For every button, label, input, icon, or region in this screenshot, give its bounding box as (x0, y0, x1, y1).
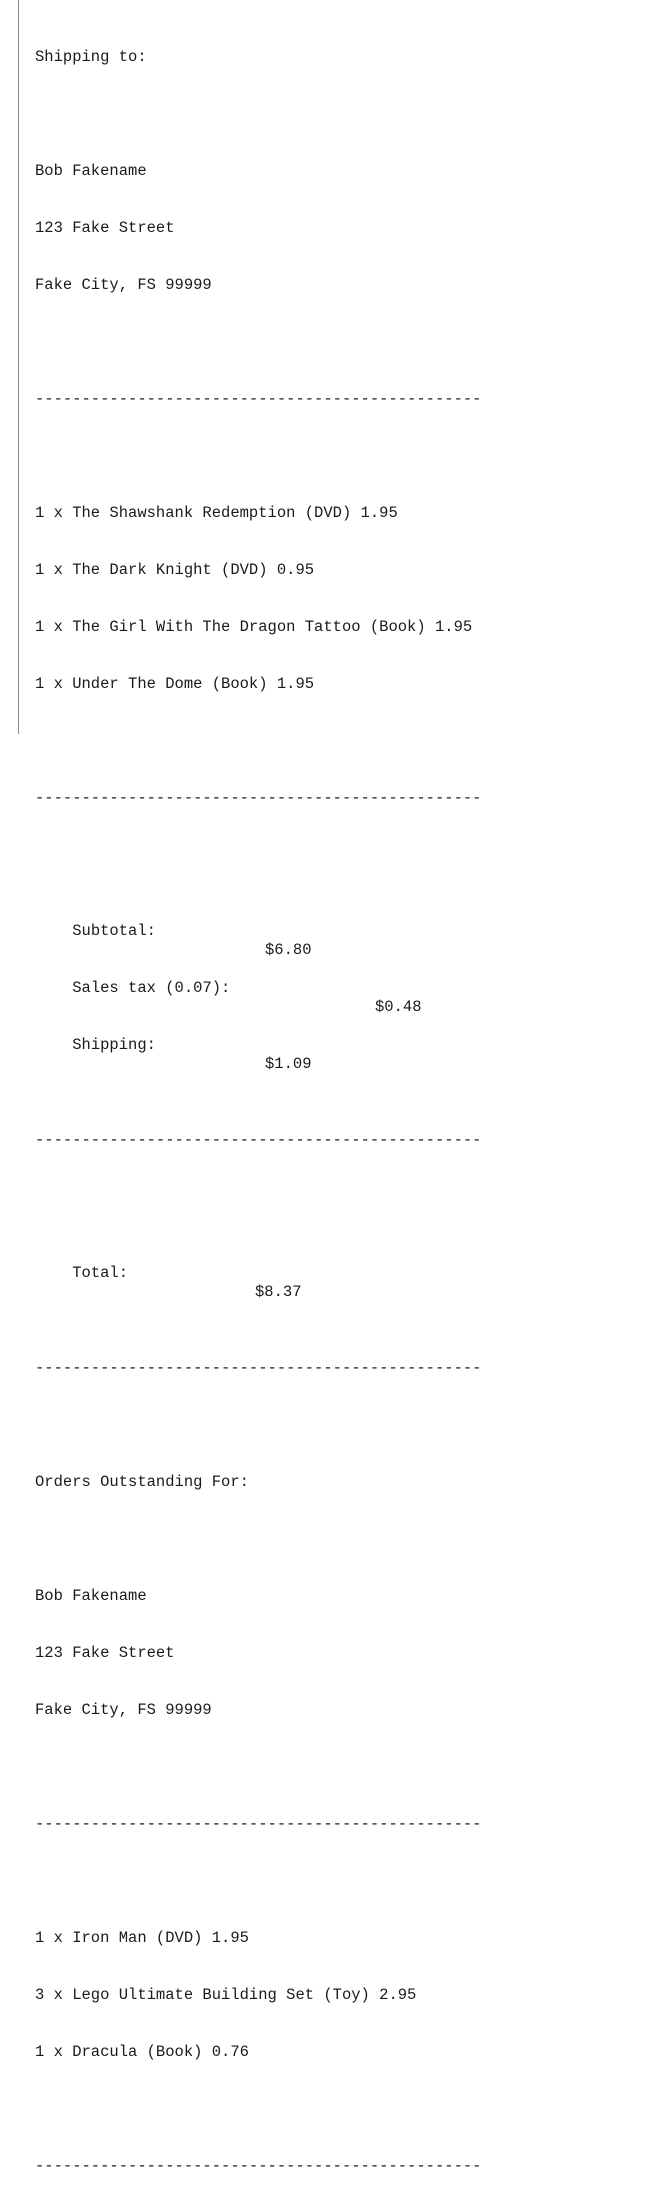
divider-rule: ------------------------------------------------ (35, 1359, 482, 1377)
tax-label: Sales tax (0.07): (72, 979, 231, 997)
divider-rule: ------------------------------------------------ (35, 2157, 482, 2175)
spacer (35, 333, 481, 352)
subtotal-value: $6.80 (265, 941, 312, 959)
divider-rule: ------------------------------------------------ (35, 789, 482, 807)
tax-row (35, 960, 481, 1016)
divider-rule: ------------------------------------------------ (35, 1815, 482, 1833)
shipping-name: Bob Fakename (35, 162, 147, 180)
divider-rule: ------------------------------------------------ (35, 390, 482, 408)
outstanding-heading: Orders Outstanding For: (35, 1473, 249, 1491)
outstanding-name: Bob Fakename (35, 1587, 147, 1605)
outstanding-city: Fake City, FS 99999 (35, 1701, 212, 1719)
spacer (35, 447, 481, 466)
spacer (35, 2100, 481, 2119)
shipping-heading: Shipping to: (35, 48, 147, 66)
shipping-street: 123 Fake Street (35, 219, 175, 237)
outstanding-item: 3 x Lego Ultimate Building Set (Toy) 2.95 (35, 1986, 417, 2004)
outstanding-street: 123 Fake Street (35, 1644, 175, 1662)
subtotal-row (35, 903, 481, 959)
receipt-document (35, 10, 481, 2195)
tax-value: $0.48 (375, 998, 422, 1016)
order-item: 1 x The Girl With The Dragon Tattoo (Book) 1.95 (35, 618, 473, 636)
order-item: 1 x The Shawshank Redemption (DVD) 1.95 (35, 504, 398, 522)
subtotal-label: Subtotal: (72, 922, 156, 940)
shipping-cost-value: $1.09 (265, 1055, 312, 1073)
spacer (35, 1872, 481, 1891)
shipping-cost-label: Shipping: (72, 1036, 156, 1054)
spacer (35, 1074, 481, 1093)
order-item: 1 x Under The Dome (Book) 1.95 (35, 675, 315, 693)
spacer (35, 1758, 481, 1777)
total-label: Total: (72, 1264, 129, 1282)
spacer (35, 105, 481, 124)
spacer (35, 1416, 481, 1435)
page-left-border (18, 0, 19, 734)
shipping-city: Fake City, FS 99999 (35, 276, 212, 294)
shipping-cost-row (35, 1017, 481, 1073)
outstanding-item: 1 x Iron Man (DVD) 1.95 (35, 1929, 249, 1947)
divider-rule: ------------------------------------------------ (35, 1131, 482, 1149)
spacer (35, 732, 481, 751)
total-value: $8.37 (255, 1283, 302, 1301)
spacer (35, 846, 481, 865)
spacer (35, 1188, 481, 1207)
spacer (35, 1530, 481, 1549)
order-item: 1 x The Dark Knight (DVD) 0.95 (35, 561, 315, 579)
outstanding-item: 1 x Dracula (Book) 0.76 (35, 2043, 249, 2061)
total-row (35, 1245, 481, 1301)
spacer (35, 1302, 481, 1321)
